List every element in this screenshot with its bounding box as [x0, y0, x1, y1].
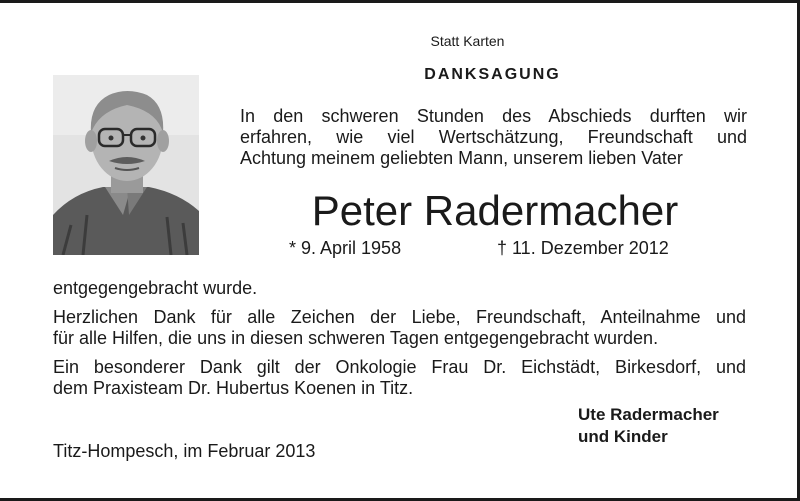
deceased-name: Peter Radermacher [311, 187, 679, 234]
body-line: dem Praxisteam Dr. Hubertus Koenen in Titz. [53, 378, 414, 398]
birth-date: * 9. April 1958 [289, 238, 402, 258]
body-line: Ein besonderer Dank gilt der Onkologie Frau Dr. Eichstädt, Birkesdorf, und [53, 357, 746, 377]
death-date: † 11. Dezember 2012 [497, 238, 669, 258]
signature-line: und Kinder [578, 427, 668, 446]
intro-line: In den schweren Stunden des Abschieds durften wir [240, 106, 747, 126]
signature-line: Ute Radermacher [578, 405, 719, 424]
portrait-photo [53, 75, 199, 255]
body-line: für alle Hilfen, die uns in diesen schweren Tagen entgegengebracht wurden. [53, 328, 659, 348]
intro-line: Achtung meinem geliebten Mann, unserem lieben Vater [240, 148, 683, 168]
place-date: Titz-Hompesch, im Februar 2013 [53, 441, 316, 461]
pre-title: Statt Karten [430, 33, 505, 49]
body-paragraphs [53, 278, 746, 399]
notice-title: DANKSAGUNG [424, 66, 561, 83]
body-line: Herzlichen Dank für alle Zeichen der Liebe, Freundschaft, Anteilnahme und [53, 307, 746, 327]
intro-paragraph [240, 106, 747, 169]
intro-line: erfahren, wie viel Wertschätzung, Freundschaft und [240, 127, 747, 147]
signature [578, 404, 719, 448]
body-line: entgegengebracht wurde. [53, 278, 258, 298]
